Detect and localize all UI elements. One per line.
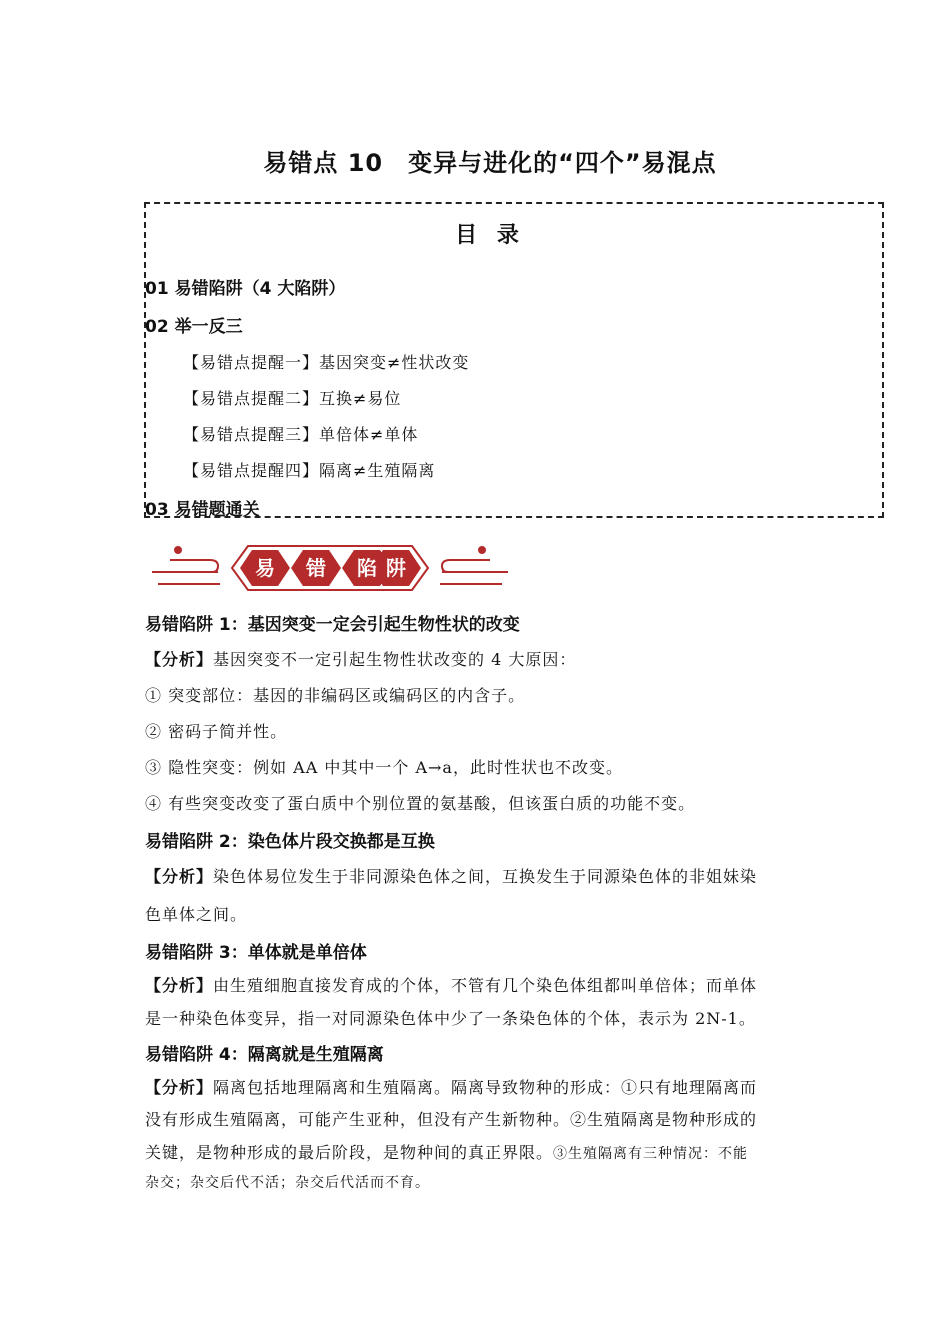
toc-item-1: 【易错点提醒一】基因突变≠性状改变	[183, 353, 470, 372]
trap-3-analysis: 【分析】由生殖细胞直接发育成的个体，不管有几个染色体组都叫单倍体；而单体	[145, 976, 758, 995]
trap-1-analysis: 【分析】基因突变不一定引起生物性状改变的 4 大原因：	[145, 650, 577, 669]
banner-left-ornament	[152, 547, 220, 584]
analysis-label: 【分析】	[145, 867, 214, 886]
trap-1-line-2: ① 突变部位：基因的非编码区或编码区的内含子。	[145, 686, 526, 705]
trap-4-line-2: 没有形成生殖隔离，可能产生亚种，但没有产生新物种。②生殖隔离是物种形成的	[145, 1110, 758, 1129]
trap-3-line-2: 是一种染色体变异，指一对同源染色体中少了一条染色体的个体，表示为 2N-1。	[145, 1009, 756, 1028]
analysis-label: 【分析】	[145, 976, 214, 995]
toc-item-3: 【易错点提醒三】单倍体≠单体	[183, 425, 419, 444]
trap-4-analysis: 【分析】隔离包括地理隔离和生殖隔离。隔离导致物种的形成：①只有地理隔离而	[145, 1078, 758, 1097]
toc-item-4: 【易错点提醒四】隔离≠生殖隔离	[183, 461, 436, 480]
banner-right-ornament	[440, 547, 508, 584]
banner-char-2: 错	[306, 556, 326, 580]
trap-2-line-2: 色单体之间。	[145, 905, 248, 924]
analysis-label: 【分析】	[145, 650, 214, 669]
trap-1-line-3: ② 密码子简并性。	[145, 722, 288, 741]
toc-heading: 目 录	[455, 223, 525, 248]
analysis-label: 【分析】	[145, 1078, 214, 1097]
trap-banner	[150, 538, 510, 598]
toc-section-1: 01 易错陷阱（4 大陷阱）	[145, 279, 346, 299]
toc-section-3: 03 易错题通关	[145, 500, 260, 520]
toc-section-2: 02 举一反三	[145, 317, 243, 337]
banner-char-1: 易	[255, 556, 275, 580]
banner-char-3: 陷	[357, 556, 377, 580]
page-title: 易错点 10 变异与进化的“四个”易混点	[263, 149, 717, 177]
trap-4-line-3: 关键，是物种形成的最后阶段，是物种间的真正界限。③生殖隔离有三种情况：不能	[145, 1143, 749, 1162]
trap-2-heading: 易错陷阱 2：染色体片段交换都是互换	[145, 832, 435, 852]
trap-4-heading: 易错陷阱 4：隔离就是生殖隔离	[145, 1045, 384, 1065]
trap-3-heading: 易错陷阱 3：单体就是单倍体	[145, 943, 367, 963]
banner-char-4: 阱	[386, 556, 406, 580]
toc-item-2: 【易错点提醒二】互换≠易位	[183, 389, 402, 408]
trap-1-line-4: ③ 隐性突变：例如 AA 中其中一个 A→a，此时性状也不改变。	[145, 758, 623, 777]
trap-1-line-5: ④ 有些突变改变了蛋白质中个别位置的氨基酸，但该蛋白质的功能不变。	[145, 794, 696, 813]
trap-2-analysis: 【分析】染色体易位发生于非同源染色体之间，互换发生于同源染色体的非姐妹染	[145, 867, 758, 886]
trap-1-heading: 易错陷阱 1：基因突变一定会引起生物性状的改变	[145, 615, 520, 635]
trap-4-line-5: 杂交；杂交后代不活；杂交后代活而不育。	[145, 1175, 430, 1191]
